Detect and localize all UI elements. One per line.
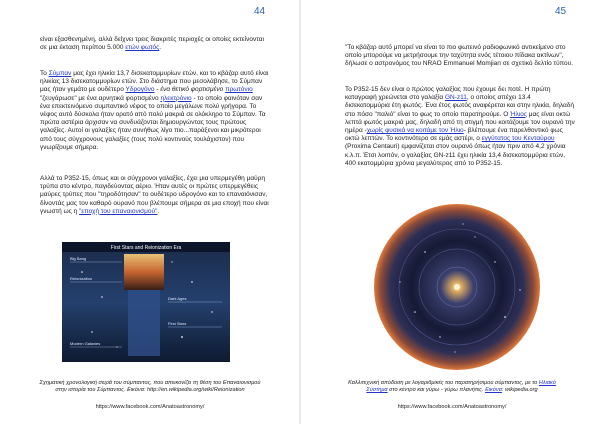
solar-system-link[interactable]: Ηλιακό Σύστημα: [366, 380, 556, 393]
text: μας έχει ηλικία 13,7 δισεκατομμυρίων ετών, και το κβάζαρ αυτό είναι ηλικίας 13 δισεκατομμυρίων ετών. Στο διάστημα που μεσολάβησε, το Σύμπαν μας ήταν γεμάτο με ουδέτερο: [40, 70, 269, 94]
text: - ένα θετικό φορτισμένο: [154, 86, 226, 94]
text: .: [157, 207, 160, 215]
text: - βλέπουμε ένα παρελθοντικό φως οκτώ λεπτών. Το κοντινότερο σε εμάς αστέρι, ο: [345, 127, 563, 143]
text: Αλλά το P352-15, όπως και οι σύγχρονοι γαλαξίες, έχει μια υπερμεγέθη μαύρη τρύπα στο κέντρο, παγιδεύοντας αέριο. Ήταν αυτές οι πρώτες υπερμεγέθεις μαύρες τρύπες που "τηροδότησαν" το ουδέτερο υδρογόνο και το επαναιόνισαν, δίνοντάς μας τον καθαρό ουρανό που βλέπουμε σήμερα σε μια εποχή που είναι γνωστή ως η: [40, 175, 269, 215]
text: .: [159, 44, 162, 52]
right-footer-url[interactable]: https://www.facebook.com/Anatoastronomy/: [397, 404, 507, 410]
text: "Το κβάζαρ αυτό μπορεί να είναι το πιο φωτεινό ραδιοφωνικό αντικείμενο στο οποίο μπορούμε να μετρήσουμε την ταχύτητα ενός τέτοιου πίδακα ακτίνων", δήλωσε ο αστρονόμος του NRAO Emmanuel Momjian σε σχετικό δελτίο τύπου.: [345, 44, 574, 68]
light-years-link[interactable]: ετών φωτός: [125, 44, 160, 52]
hydrogen-link[interactable]: Υδρογόνο: [125, 86, 155, 94]
text: Καλλιτεχνική απόδοση με λογαριθμικές του παρατηρήσιμου σύμπαντος, με το: [348, 380, 539, 386]
left-paragraph-1: [40, 36, 272, 52]
left-paragraph-2: [40, 70, 272, 152]
figure-label: Modern Galaxies: [70, 341, 101, 346]
figure-label: Dark Ages: [168, 296, 187, 301]
text: "ζευγάρωσε" με ένα αρνητικά φορτισμένο: [40, 94, 161, 102]
figure-title: First Stars and Reionization Era: [110, 245, 182, 251]
universe-link[interactable]: Σύμπαν: [48, 70, 72, 77]
page-number: 44: [254, 6, 266, 17]
left-paragraph-3: [40, 175, 272, 216]
gn-z11-link[interactable]: GN-z11: [444, 94, 467, 102]
figure-label: Reionization: [70, 276, 93, 281]
proton-link[interactable]: πρωτόνιο: [225, 86, 253, 94]
electron-link[interactable]: ηλεκτρόνιο: [160, 94, 192, 102]
figure-label: Big Bang: [70, 256, 87, 261]
observable-universe-figure: [355, 202, 559, 372]
image-source-link[interactable]: Εικόνα: [485, 387, 502, 393]
text: , ο οποίος απέχει 13.4 δισεκατομμύρια έτη φωτός. Ένα έτος φωτός αναφέρεται και στην ηλικία, δηλαδή στο πόσο "παλιό" είναι το φως το οποίο παρατηρούμε. Ο: [345, 94, 575, 118]
text: - το οποίο φαινόταν σαν ένα επεκτεινόμενο συμπαντικό νέφος το οποίο μεγάλωνε πολύ γρήγορα. Το νέφος αυτό δύσκολα ήταν ορατό από πολύ μακριά σε ολόκληρο το Σύμπαν. Τα πρώτα αστέρια άρχισαν να συνδυάζονται δημιουργώντας τους πρώτους γαλαξίες. Αυτοί οι γαλαξίες ήταν συνήθως λίγο πιο...παράξενοι και μικρότεροι από τους σύγχρονους γαλαξίες (τους πολύ κοντινούς τουλάχιστον) που γνωρίζουμε σήμερα.: [40, 94, 266, 151]
text: (Proxima Centauri) εμφανίζεται στον ουρανό όπως ήταν πριν από 4,2 χρόνια κ.λ.π. Έτσι λοιπόν, ο γαλαξίας GN-z11 έχει ηλικία 13,4 δισεκατομμύρια ετών, 400 εκατομμύρια χρόνια μεγαλύτερος από το P352-15.: [345, 143, 566, 167]
observable-universe-graphic: [355, 202, 559, 372]
dont-look-at-sun-link[interactable]: χωρίς φυσικά να κοιτάμε τον Ήλιο: [366, 127, 464, 135]
left-footer-url[interactable]: https://www.facebook.com/Anatoastronomy/: [95, 404, 205, 410]
sun-link[interactable]: Ήλιος: [510, 110, 527, 118]
right-paragraph-1: [345, 44, 577, 69]
text: Το P352-15 δεν είναι ο πρώτος γαλαξίας που έχουμε δει ποτέ. Η πρώτη καταγραφή χρεώνεται στο γαλαξία: [345, 86, 551, 102]
text: είναι εξασθενημένη, αλλά δείχνει τρεις διακριτές περιοχές οι οποίες εκτείνονται σε μια έκταση περίπου 5.000: [40, 36, 264, 52]
left-figure-caption: Σχηματική χρονολογική σειρά του σύμπαντος, που απεικονίζει τη θέση του Επαναιονισμού στην ιστορία του Σύμπαντος. Εικόνα: http://en.wikipedia.org/wiki/Reionization: [39, 380, 261, 393]
left-page: [0, 0, 299, 424]
page-number: 45: [555, 6, 567, 17]
right-page: [301, 0, 600, 424]
text: στο κέντρο και γύρω - γύρω πλανήτες.: [387, 387, 486, 393]
reionization-timeline-figure: [62, 242, 230, 362]
figure-label: First Stars: [168, 321, 187, 326]
text: μας είναι οκτώ λεπτά φωτός μακριά μας, δηλαδή από τη στιγμή που κοιτάζουμε τον ουρανό την ημέρα -: [345, 110, 575, 135]
reionization-timeline-graphic: [62, 242, 230, 362]
right-figure-caption: [341, 380, 563, 394]
reionization-epoch-link[interactable]: "εποχή του επαναιονισμού": [79, 207, 158, 215]
right-paragraph-2: [345, 86, 577, 168]
text: : wikipedia.org: [501, 387, 538, 393]
text: Το: [40, 70, 49, 77]
proxima-centauri-link[interactable]: εγγύτατος του Κενταύρου: [481, 135, 555, 143]
